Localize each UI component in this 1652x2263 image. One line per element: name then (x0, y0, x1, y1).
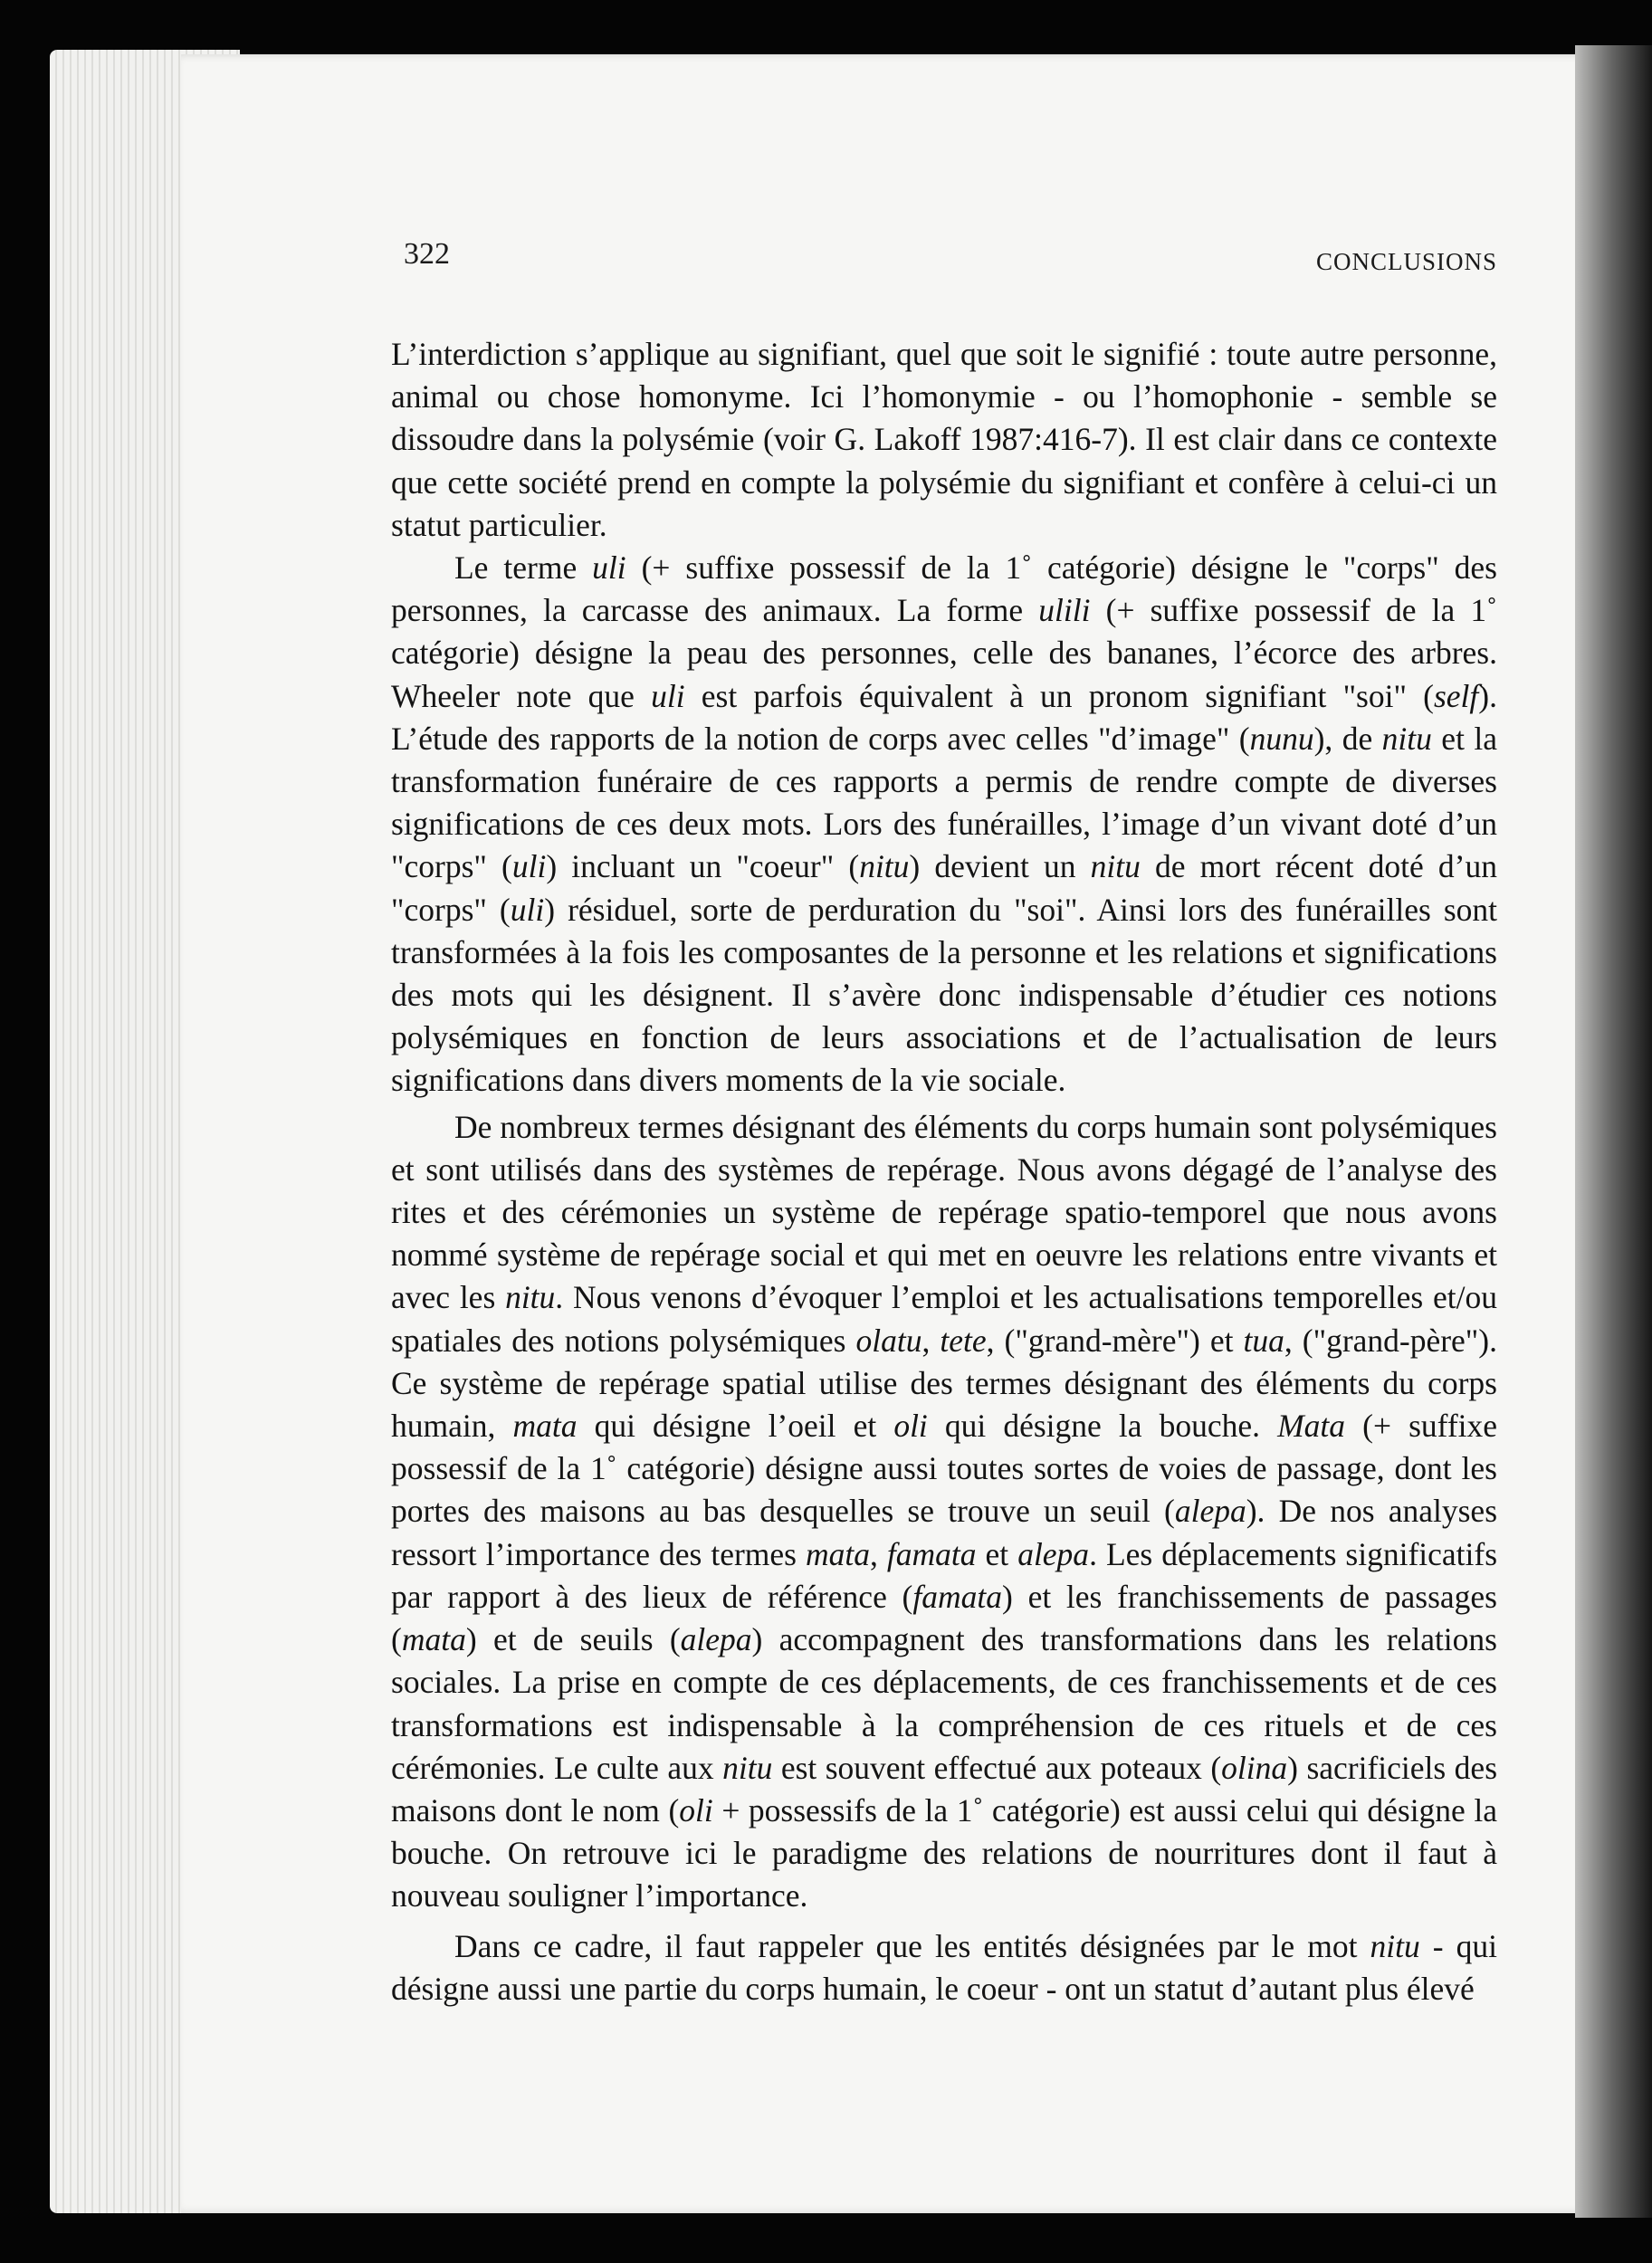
text-run: ), de (1313, 720, 1382, 757)
italic-term: nitu (859, 848, 910, 885)
page-number: 322 (404, 237, 450, 271)
text-run: est souvent effectué aux poteaux ( (772, 1749, 1222, 1786)
italic-term: nunu (1249, 720, 1314, 757)
italic-term: nitu (505, 1279, 556, 1316)
italic-term: nitu (1090, 848, 1141, 885)
body-text (391, 333, 1497, 2010)
italic-term: alepa (680, 1621, 752, 1658)
text-run: Dans ce cadre, il faut rappeler que les entités désignées par le mot (454, 1927, 1370, 1964)
italic-term: nitu (722, 1749, 773, 1786)
text-run: ). L’étude des rapports de la notion de corps avec celles "d’image" ( (391, 677, 1497, 757)
italic-term: uli (592, 549, 626, 587)
italic-term: olina (1221, 1749, 1288, 1786)
text-run: ). De nos analyses ressort l’importance des termes (391, 1493, 1498, 1572)
text-run: ) incluant un "coeur" ( (546, 848, 860, 885)
italic-term: uli (511, 848, 547, 885)
text-run: est parfois équivalent à un pronom signifiant "soi" ( (684, 677, 1434, 714)
text-run: qui désigne l’oeil et (577, 1408, 894, 1445)
italic-term: olatu (855, 1322, 922, 1359)
italic-term: alepa (1017, 1535, 1090, 1572)
italic-term: nitu (1381, 720, 1432, 757)
italic-term: self (1433, 677, 1479, 714)
text-run: et (976, 1535, 1018, 1572)
italic-term: mata (401, 1621, 466, 1658)
paragraph-4 (391, 1925, 1497, 2010)
text-run: Le terme (454, 549, 593, 587)
text-run: (+ suffixe possessif de la 1˚ catégorie) désigne aussi toutes sortes de voies de passage, dont les portes des maisons au bas desquelles se trouve un seuil ( (391, 1408, 1498, 1530)
paragraph-1 (391, 333, 1497, 547)
text-run: , ("grand-père"). Ce système de repérage spatial utilise des termes désignant des éléments du corps humain, (391, 1322, 1497, 1445)
text-run: , (870, 1535, 887, 1572)
italic-term: alepa (1174, 1493, 1246, 1530)
italic-term: uli (510, 891, 545, 928)
text-run: ) sacrificiels des maisons dont le nom ( (391, 1749, 1498, 1829)
text-run: - qui désigne aussi une partie du corps humain, le coeur - ont un statut d’autant plus élevé (391, 1927, 1497, 2007)
italic-term: mata (512, 1408, 578, 1445)
text-run: qui désigne la bouche. (927, 1408, 1278, 1445)
paragraph-2 (391, 547, 1497, 1103)
paragraph-3 (391, 1106, 1497, 1918)
text-run: (+ suffixe possessif de la 1˚ catégorie) désigne la peau des personnes, celle des bananes, l’écorce des arbres. Wheeler note que (391, 592, 1497, 714)
italic-term: oli (893, 1408, 928, 1445)
italic-term: tete (940, 1322, 987, 1359)
text-run: . Les déplacements significatifs par rapport à des lieux de référence ( (391, 1535, 1498, 1615)
running-head: CONCLUSIONS (1315, 248, 1497, 275)
italic-term: famata (912, 1578, 1003, 1615)
text-run: , ("grand-mère") et (986, 1322, 1244, 1359)
text-run: ) accompagnent des transformations dans les relations sociales. La prise en compte de ces déplacements, de ces franchissements et de ces transformations est indispensable à la compréhension de ces rituels et de ces cérémonies. Le culte aux (391, 1621, 1497, 1786)
text-run: et la transformation funéraire de ces rapports a permis de rendre compte de diverses significations de ces deux mots. Lors des funérailles, l’image d’un vivant doté d’un "corps" ( (391, 720, 1497, 885)
text-run: . Nous venons d’évoquer l’emploi et les actualisations temporelles et/ou spatiales des notions polysémiques (391, 1279, 1497, 1359)
italic-term: oli (679, 1791, 713, 1829)
text-run: , (921, 1322, 941, 1359)
text-run: ) et de seuils ( (465, 1621, 681, 1658)
italic-term: mata (806, 1535, 871, 1572)
italic-term: nitu (1370, 1927, 1420, 1964)
italic-term: Mata (1277, 1408, 1346, 1445)
italic-term: tua (1243, 1322, 1284, 1359)
book-spine-shadow (1575, 45, 1652, 2218)
text-run: L’interdiction s’applique au signifiant, quel que soit le signifié : toute autre personne, animal ou chose homonyme. Ici l’homonymie - ou l’homophonie - semble se dissoudre dans la polysémie (voir G. Lakoff 1987:416-7). Il est clair dans ce contexte que cette société prend en compte la polysémie du signifiant et confère à celui-ci un statut particulier. (391, 336, 1497, 543)
text-run: ) et les franchissements de passages ( (391, 1578, 1497, 1658)
text-run: ) résiduel, sorte de perduration du "soi". Ainsi lors des funérailles sont transformées à la fois les composantes de la personne et les relations et significations des mots qui les désignent. Il s’avère donc indispensable d’étudier ces notions polysémiques en fonction de leurs associations et de l’actualisation de leurs significations dans divers moments de la vie sociale. (391, 891, 1498, 1099)
text-run: De nombreux termes désignant des éléments du corps humain sont polysémiques et sont utilisés dans des systèmes de repérage. Nous avons dégagé de l’analyse des rites et des cérémonies un système de repérage spatio-temporel que nous avons nommé système de repérage social et qui met en oeuvre les relations entre vivants et avec les (391, 1108, 1497, 1316)
text-run: (+ suffixe possessif de la 1˚ catégorie) désigne le "corps" des personnes, la carcasse des animaux. La forme (391, 549, 1497, 629)
italic-term: ulili (1038, 592, 1091, 629)
text-run: + possessifs de la 1˚ catégorie) est aussi celui qui désigne la bouche. On retrouve ici le paradigme des relations de nourritures dont il faut à nouveau souligner l’importance. (391, 1791, 1497, 1914)
text-run: ) devient un (909, 848, 1091, 885)
text-run: de mort récent doté d’un "corps" ( (391, 848, 1497, 928)
italic-term: famata (886, 1535, 977, 1572)
italic-term: uli (651, 677, 685, 714)
